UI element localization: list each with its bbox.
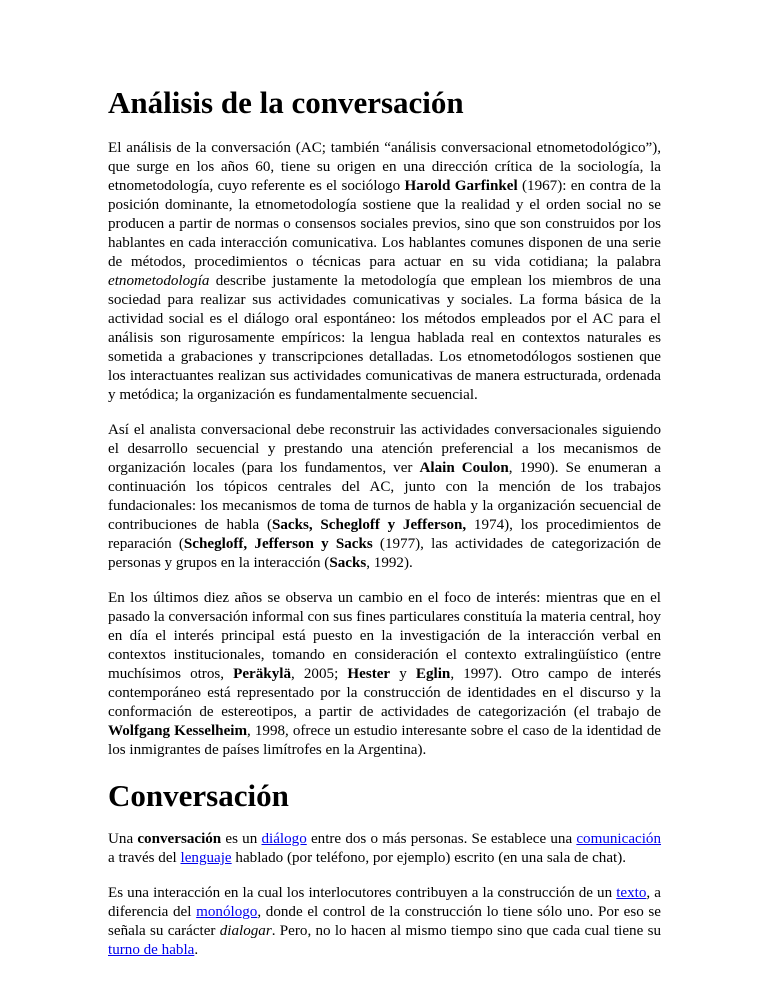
bold-term: conversación <box>137 831 222 847</box>
text-run: (1977), las actividades de categorización de personas y grupos en la interacción ( <box>108 536 662 571</box>
text-run: describe justamente la metodología que emplean los miembros de una sociedad para realizar sus actividades comunicativas y sociales. La forma básica de la actividad social es el diálogo oral espontáneo: los métodos empleados por el AC para el análisis son rigurosamente empíricos: la lengua hablada real en contextos naturales es sometida a grabaciones y transcripciones detalladas. Los etnometodólogos sostienen que los interactuantes realizan sus actividades comunicativas de manera estructurada, ordenada y metódica; la organización es fundamentalmente secuencial. <box>108 273 661 403</box>
author-name: Sacks <box>329 555 367 571</box>
author-name: Alain Coulon <box>419 460 509 476</box>
text-run: , donde el control de la construcción lo tiene sólo uno. Por eso se señala su carácter <box>108 904 661 939</box>
text-run: y <box>390 666 416 682</box>
paragraph-analisis-cambio-foco <box>108 589 661 760</box>
author-name: Schegloff, Jefferson y Sacks <box>183 536 373 552</box>
text-run: entre dos o más personas. Se establece una <box>306 831 577 847</box>
text-run: Una <box>108 831 138 847</box>
text-run: a través del <box>108 850 181 866</box>
text-run: , a diferencia del <box>108 885 661 920</box>
paragraph-analisis-topicos <box>108 421 661 573</box>
text-run: es un <box>221 831 262 847</box>
text-run: . Pero, no lo hacen al mismo tiempo sino que cada cual tiene su <box>271 923 661 939</box>
author-name: Sacks, Schegloff y Jefferson, <box>271 517 467 533</box>
document-content <box>108 80 661 976</box>
text-run: , 2005; <box>291 666 348 682</box>
author-name: Wolfgang Kesselheim <box>108 723 248 739</box>
text-run: Así el analista conversacional debe reconstruir las actividades conversacionales siguiendo el desarrollo secuencial y prestando una atención preferencial a los mecanismos de organización locales (para los fundamentos, ver <box>108 422 661 476</box>
text-run: , 1992). <box>366 555 413 571</box>
text-run: (1967): en contra de la posición dominante, la etnometodología sostiene que la realidad y el orden social no se producen a partir de normas o consensos sociales previos, sino que son construidos por los hablantes en cada interacción comunicativa. Los hablantes comunes disponen de una serie de métodos, procedimientos o técnicas para actuar en su vida cotidiana; la palabra <box>108 178 661 270</box>
text-run: 1974), los procedimientos de reparación ( <box>108 517 661 552</box>
emphasized-term: dialogar <box>219 923 272 939</box>
author-name: Peräkylä <box>233 666 291 682</box>
link-dialogo[interactable]: diálogo <box>261 831 307 847</box>
text-run: hablado (por teléfono, por ejemplo) escrito (en una sala de chat). <box>231 850 627 866</box>
text-run: Es una interacción en la cual los interlocutores contribuyen a la construcción de un <box>108 885 617 901</box>
text-run: , 1997). Otro campo de interés contemporáneo está representado por la construcción de identidades en el discurso y la conformación de estereotipos, a partir de actividades de categorización (el trabajo de <box>108 666 662 720</box>
emphasized-term: etnometodología <box>108 273 210 289</box>
author-name: Hester <box>347 666 391 682</box>
heading-analisis-conversacion: Análisis de la conversación <box>108 85 464 120</box>
paragraph-conversacion-definicion <box>108 830 661 868</box>
text-run: , 1998, ofrece un estudio interesante sobre el caso de la identidad de los inmigrantes de países limítrofes en la Argentina). <box>108 723 661 758</box>
text-run: El análisis de la conversación (AC; también “análisis conversacional etnometodológico”), que surge en los años 60, tiene su origen en una dirección crítica de la sociología, la etnometodología, cuyo referente es el sociólogo <box>108 140 661 194</box>
paragraph-conversacion-interaccion <box>108 884 661 960</box>
text-run: . <box>194 942 199 958</box>
link-texto[interactable]: texto <box>616 885 647 901</box>
author-name: Harold Garfinkel <box>404 178 518 194</box>
link-monologo[interactable]: monólogo <box>196 904 258 920</box>
paragraph-analisis-intro <box>108 139 661 405</box>
link-lenguaje[interactable]: lenguaje <box>180 850 232 866</box>
heading-conversacion: Conversación <box>108 778 289 813</box>
author-name: Eglin <box>415 666 451 682</box>
text-run: En los últimos diez años se observa un cambio en el foco de interés: mientras que en el pasado la conversación informal con sus fines particulares constituía la materia central, hoy en día el interés principal está puesto en la investigación de la interacción verbal en contextos institucionales, tomando en consideración el contexto extralingüístico (entre muchísimos otros, <box>108 590 661 682</box>
link-turno-de-habla[interactable]: turno de habla <box>108 942 195 958</box>
link-comunicacion[interactable]: comunicación <box>576 831 662 847</box>
text-run: , 1990). Se enumeran a continuación los tópicos centrales del AC, junto con la mención de los trabajos fundacionales: los mecanismos de toma de turnos de habla y la organización secuencial de contribuciones de habla ( <box>108 460 661 533</box>
